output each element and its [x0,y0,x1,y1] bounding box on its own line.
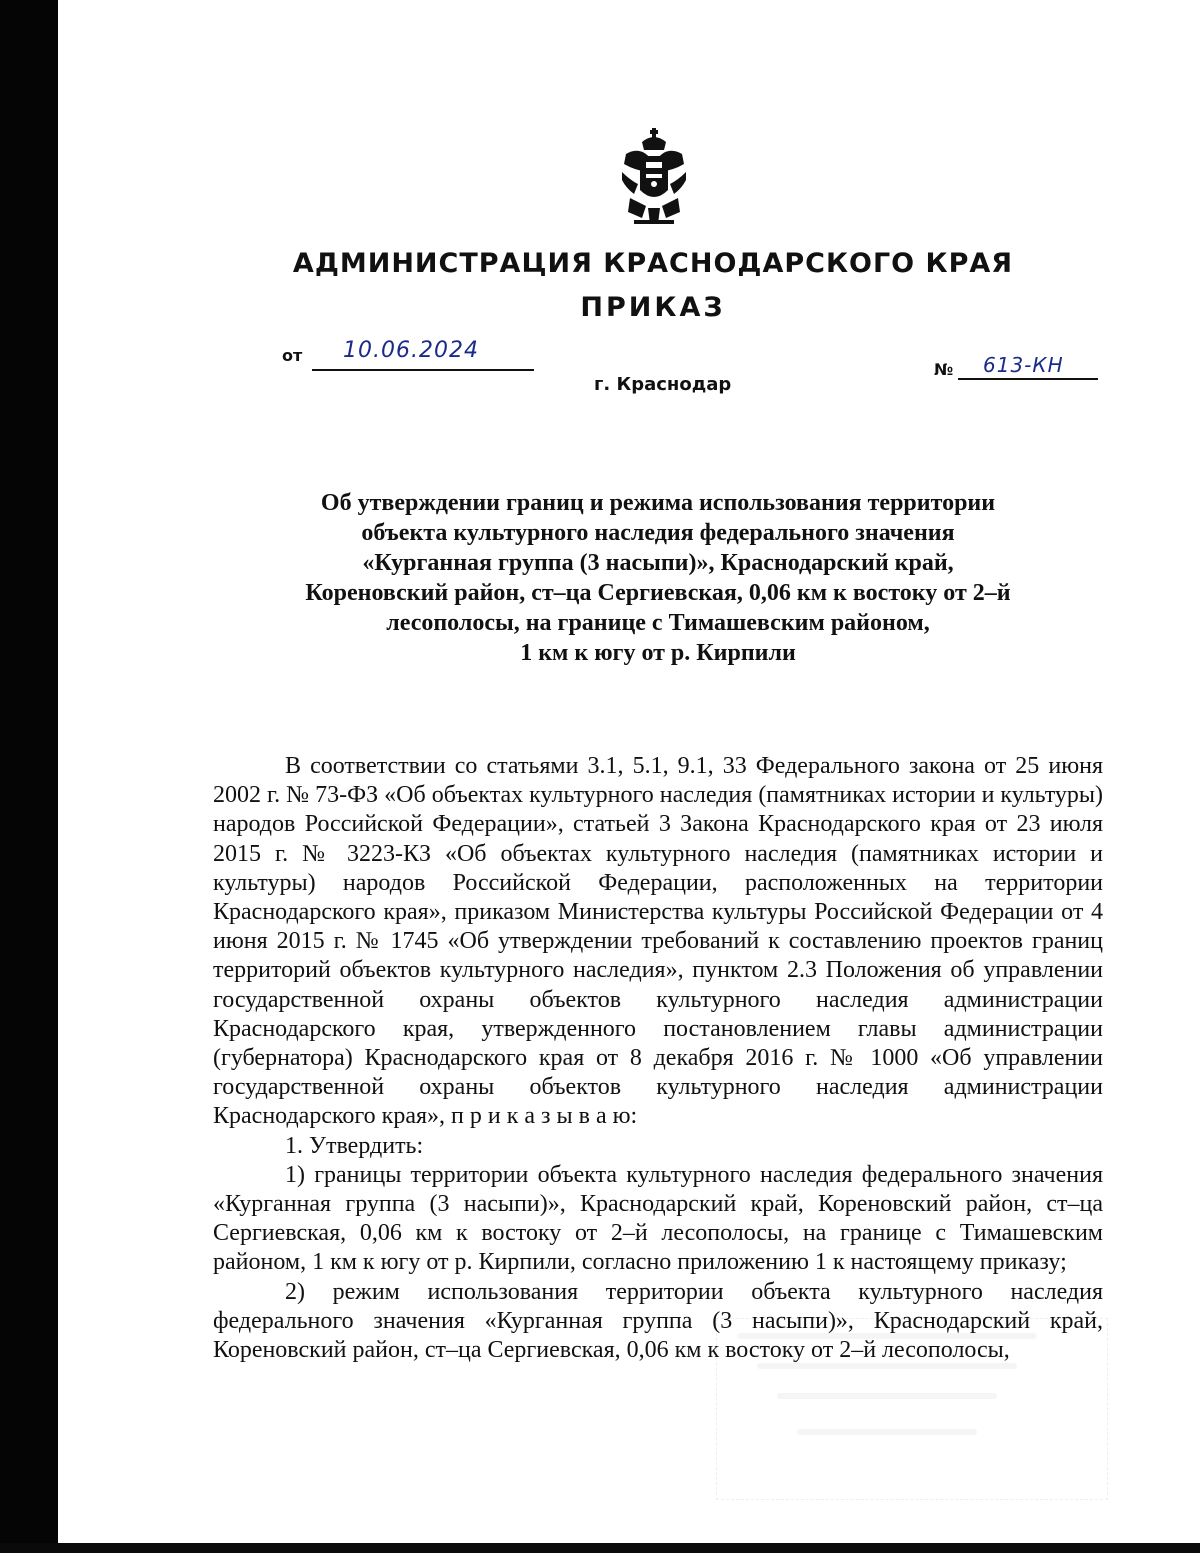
number-handwritten: 613-КН [983,353,1064,377]
item-1-1: 1) границы территории объекта культурного наследия федерального значения «Курганная группа (3 насыпи)», Краснодарский край, Кореновский район, ст–ца Сергиевская, 0,06 км к востоку от 2–й лесополосы, на границе с Тимашевским районом, 1 км к югу от р. Кирпили, согласно приложению 1 к настоящему приказу; [213,1161,1103,1276]
scan-left-border [0,0,58,1553]
date-label: от [282,346,303,365]
item-1: 1. Утвердить: [285,1132,424,1159]
item-1-2: 2) режим использования территории объекта культурного наследия федерального значения «Курганная группа (3 насыпи)», Краснодарский край, Кореновский район, ст–ца Сергиевская, 0,06 км к востоку от 2–й лесополосы, [213,1278,1103,1364]
subject-line: объекта культурного наследия федерального значения [361,520,955,546]
subject-line: Кореновский район, ст–ца Сергиевская, 0,06 км к востоку от 2–й [305,580,1011,606]
document-page [58,0,1200,1543]
document-type: ПРИКАЗ [580,292,726,323]
preamble-paragraph: В соответствии со статьями 3.1, 5.1, 9.1, 33 Федерального закона от 25 июня 2002 г. № 73-ФЗ «Об объектах культурного наследия (памятниках истории и культуры) народов Российской Федерации», статьей 3 Закона Краснодарского края от 23 июля 2015 г. № 3223-КЗ «Об объектах культурного наследия (памятниках истории и культуры) народов Российской Федерации, расположенных на территории Краснодарского края», приказом Министерства культуры Российской Федерации от 4 июня 2015 г. № 1745 «Об утверждении требований к составлению проектов границ территорий объектов культурного наследия», пунктом 2.3 Положения об управлении государственной охраны объектов культурного наследия администрации Краснодарского края, утвержденного постановлением главы администрации (губернатора) Краснодарского края от 8 декабря 2016 г. № 1000 «Об управлении государственной охраны объектов культурного наследия администрации Краснодарского края», п р и к а з ы в а ю: [213,753,1103,1130]
city-label: г. Краснодар [594,374,732,395]
subject-line: Об утверждении границ и режима использования территории [320,490,996,516]
subject-line: лесополосы, на границе с Тимашевским районом, [386,610,930,636]
scan-bottom-border [0,1543,1200,1553]
date-handwritten: 10.06.2024 [343,338,479,363]
coat-of-arms-icon [620,128,688,228]
date-underline [312,369,534,371]
number-label: № [934,360,954,379]
organization-title: АДМИНИСТРАЦИЯ КРАСНОДАРСКОГО КРАЯ [292,248,1014,279]
subject-line: «Курганная группа (3 насыпи)», Краснодарский край, [362,550,954,576]
order-subject [208,488,1108,668]
number-underline [958,378,1098,380]
order-body [213,752,1103,1365]
subject-line: 1 км к югу от р. Кирпили [520,640,796,666]
